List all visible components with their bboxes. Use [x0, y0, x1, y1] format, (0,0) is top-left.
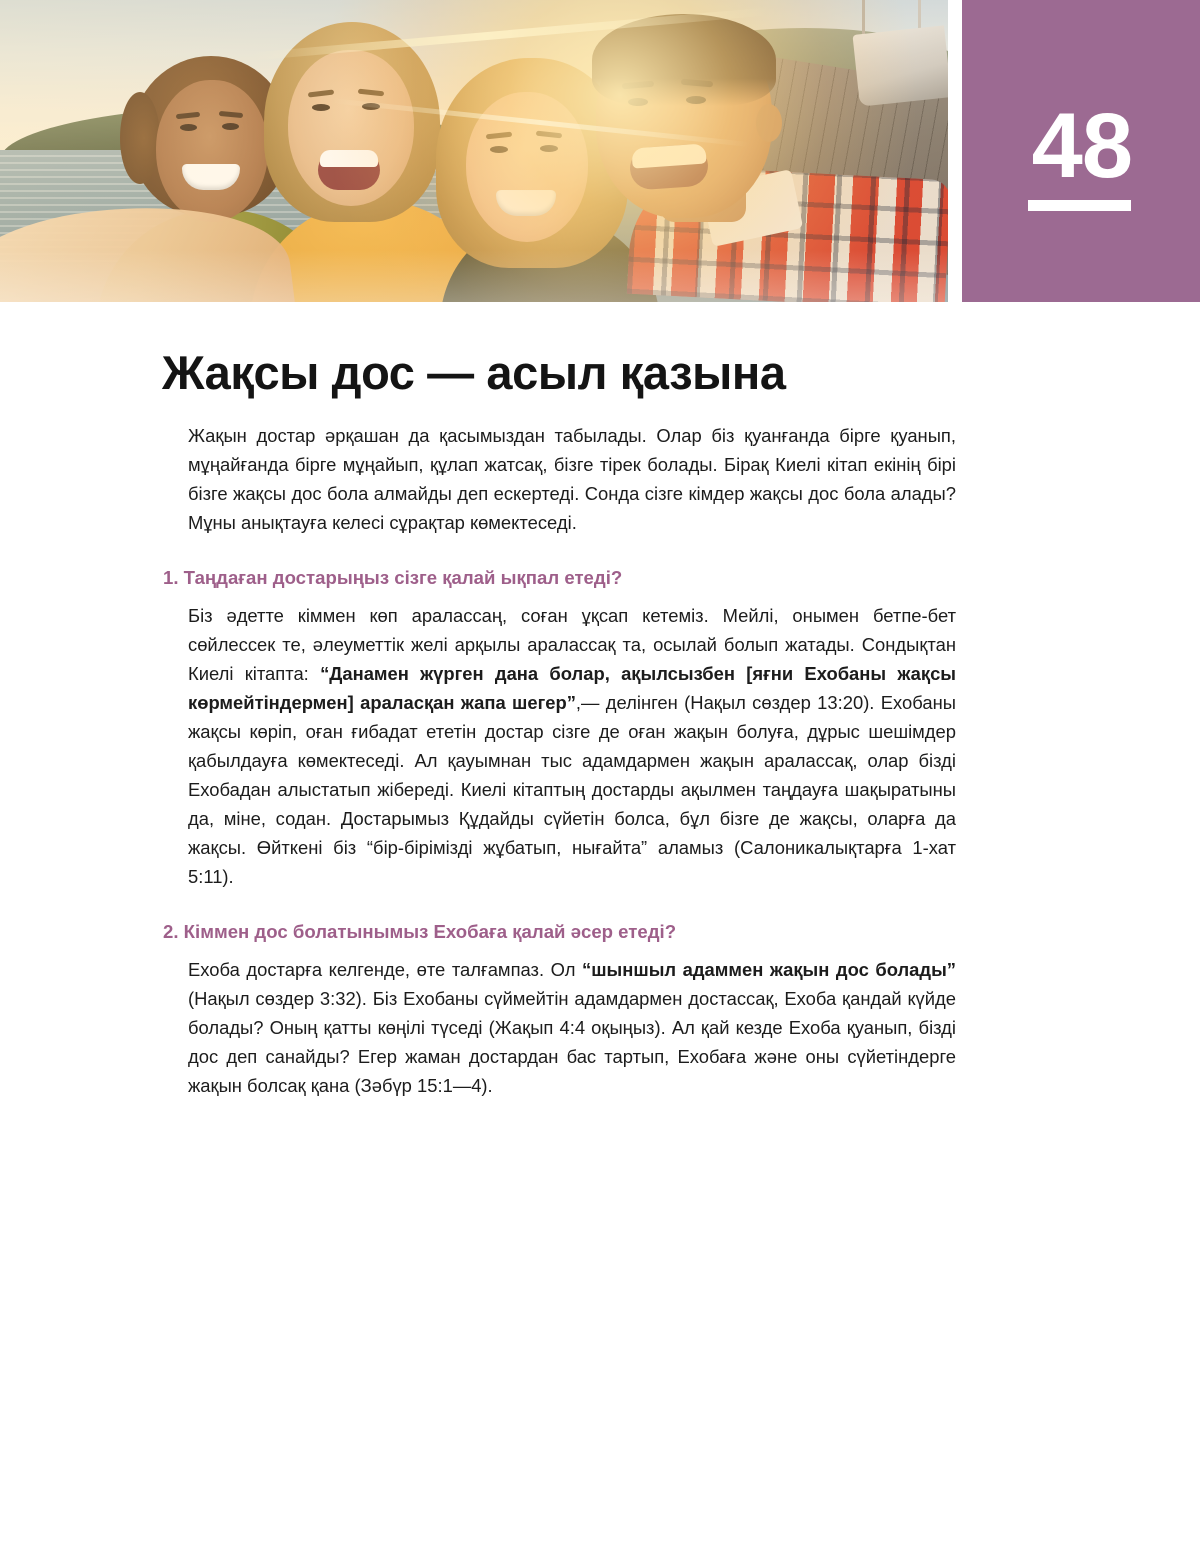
section-1-text-part-1: Біз әдетте кіммен көп аралассаң, соған ұқсап кетеміз. Мейлі, онымен бетпе-бет сөйлессек те, әлеуметтік желі арқылы аралассақ та, осылай болып жатады. Сондықтан Киелі кітапта: — [188, 604, 956, 684]
section-1-scripture-quote: “Данамен жүрген дана болар, ақылсызбен [яғни Ехобаны жақсы көрмейтіндермен] араласқан жапа шегер” — [188, 662, 957, 713]
section-2-text-part-1: Ехоба достарға келгенде, өте талғампаз. Ол — [188, 958, 583, 980]
section-1-text-part-2: ,— делінген (Нақыл сөздер 13:20). Ехобаны жақсы көріп, оған ғибадат ететін достар сізге де оған жақын болуға, дұрыс шешімдер қабылдауға көмектеседі. Ал қауымнан тыс адамдармен жақын аралассақ, олар бізді Ехобадан алыстатып жібереді. Киелі кітаптың достарды ақылмен таңдауға шақыратыны да, міне, содан. Достарымыз Құдайды сүйетін болса, бұл бізге де жақсы, оларға да жақсы. Өйткені біз “бір-бірімізді жұбатып, нығайта” аламыз (Салоникалықтарға 1-хат 5:11). — [188, 691, 956, 887]
person-1-eye-right — [222, 123, 239, 130]
person-1-face — [156, 80, 268, 222]
article — [0, 302, 1200, 1100]
person-3-eye-right — [540, 145, 558, 152]
person-4-hair — [592, 14, 776, 106]
person-4-eye-left — [628, 98, 648, 106]
article-body-column — [163, 421, 957, 1100]
person-2-teeth — [320, 150, 378, 167]
person-3-smile — [496, 190, 556, 216]
section-1-paragraph — [188, 601, 956, 891]
page-header-band — [0, 0, 1200, 302]
section-2-paragraph — [188, 955, 956, 1100]
person-4-ear — [756, 104, 782, 142]
question-heading-2: 2. Кіммен дос болатынымыз Ехобаға қалай әсер етеді? — [163, 920, 677, 942]
page-number-block — [962, 0, 1200, 302]
hero-photo — [0, 0, 948, 302]
person-1-eye-left — [180, 124, 197, 131]
person-4-eye-right — [686, 96, 706, 104]
section-2-text-part-2: (Нақыл сөздер 3:32). Біз Ехобаны сүймейтін адамдармен достассақ, Ехоба қандай күйде болады? Оның қатты көңілі түседі (Жақып 4:4 оқыңыз). Ал қай кезде Ехоба қуанып, бізді дос деп санайды? Егер жаман достардан бас тартып, Ехобаға және оны сүйетіндерге жақын болсақ қана (Зәбүр 15:1—4). — [188, 987, 956, 1096]
person-3-face — [466, 92, 588, 242]
question-heading-1: 1. Таңдаған достарыңыз сізге қалай ықпал етеді? — [163, 566, 623, 588]
moored-boat — [852, 25, 948, 106]
section-2-scripture-quote: “шыншыл адаммен жақын дос болады” — [582, 958, 956, 980]
intro-paragraph: Жақын достар әрқашан да қасымыздан табылады. Олар біз қуанғанда бірге қуанып, мұңайғанда бірге мұңайып, құлап жатсақ, бізге тірек болады. Бірақ Киелі кітап екінің бірі бізге жақсы дос бола алмайды деп ескертеді. Сонда сізге кімдер жақсы дос бола алады? Мұны анықтауға келесі сұрақтар көмектеседі. — [188, 424, 956, 533]
page-number-rule — [1028, 200, 1131, 211]
person-2-eye-right — [362, 103, 380, 110]
person-3-eye-left — [490, 146, 508, 153]
person-2-eye-left — [312, 104, 330, 111]
page-number: 48 — [1031, 95, 1132, 197]
article-title: Жақсы дос — асыл қазына — [162, 346, 786, 399]
